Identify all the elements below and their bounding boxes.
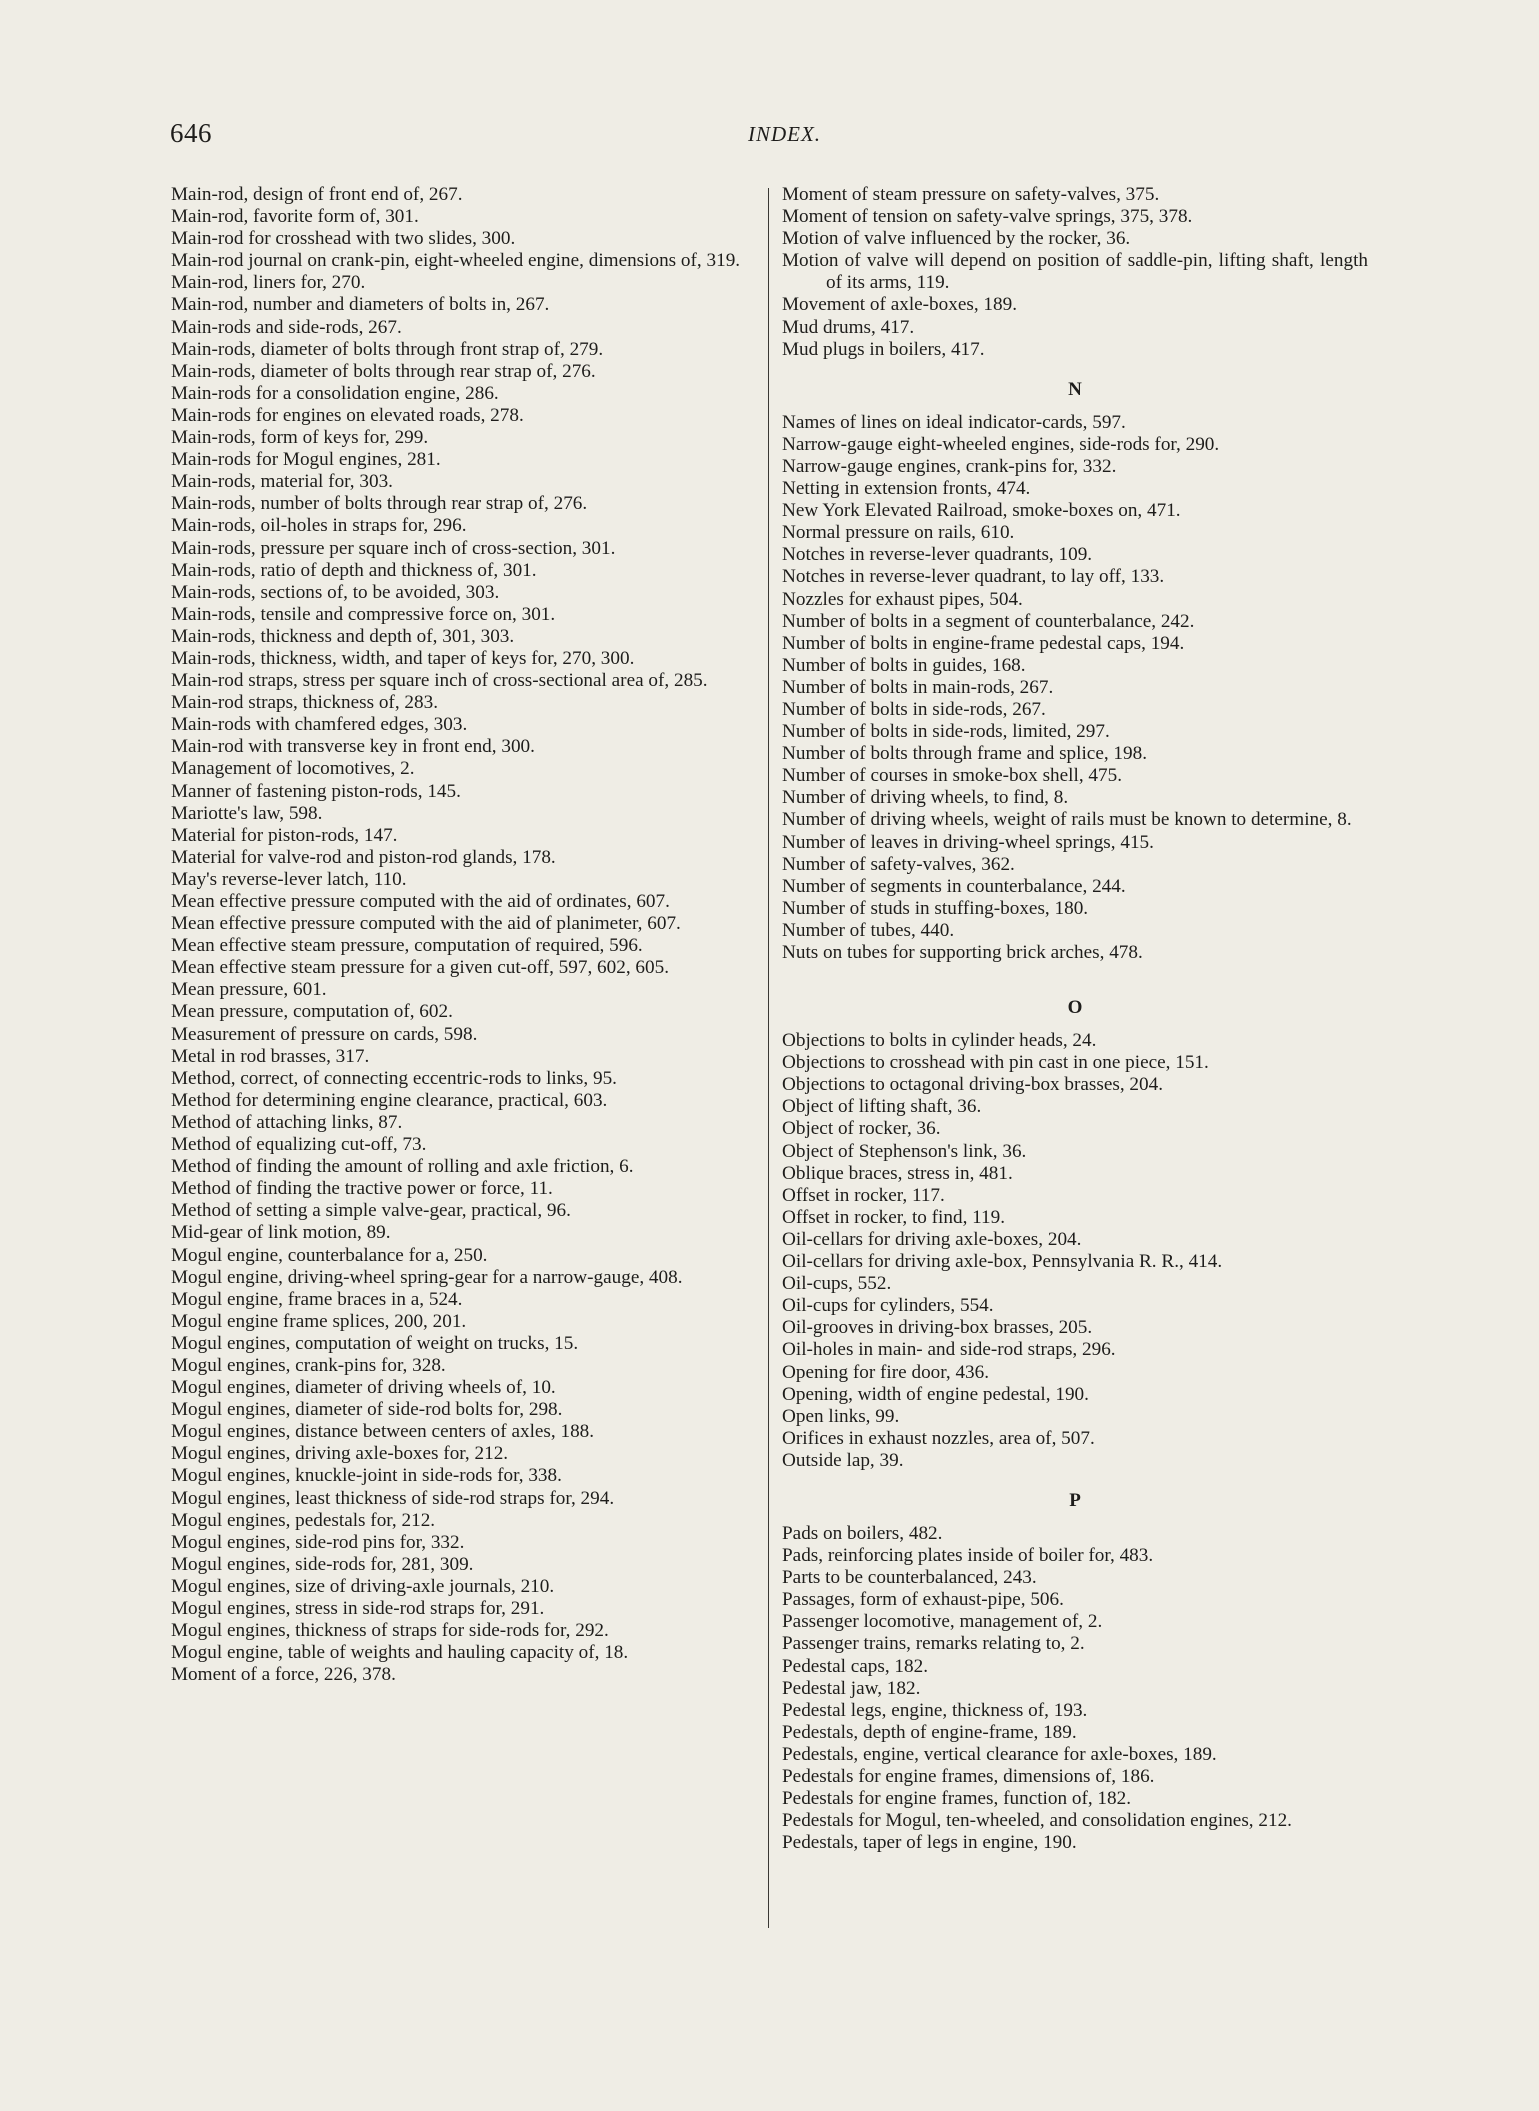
index-entry: Main-rods, tensile and compressive force on, 301. [171, 603, 556, 625]
index-entry: Passenger trains, remarks relating to, 2. [782, 1633, 1085, 1655]
index-entry: Method of attaching links, 87. [171, 1111, 403, 1133]
index-column-right [782, 184, 1368, 1854]
index-entry: New York Elevated Railroad, smoke-boxes on, 471. [782, 500, 1181, 522]
index-entry: Main-rods with chamfered edges, 303. [171, 714, 468, 736]
index-entry: Main-rod, favorite form of, 301. [171, 206, 419, 228]
index-entry: Opening for fire door, 436. [782, 1361, 990, 1383]
index-entry: Parts to be counterbalanced, 243. [782, 1567, 1037, 1589]
index-entry: Metal in rod brasses, 317. [171, 1045, 370, 1067]
index-entry: Number of segments in counterbalance, 244. [782, 875, 1126, 897]
index-entry: Main-rod journal on crank-pin, eight-wheeled engine, dimensions of, 319. [171, 250, 741, 272]
index-entry: Oil-cellars for driving axle-box, Pennsylvania R. R., 414. [782, 1251, 1223, 1273]
p-entries [782, 1523, 1368, 1854]
index-entry: Oil-cellars for driving axle-boxes, 204. [782, 1228, 1082, 1250]
index-entry: Mogul engine, table of weights and hauling capacity of, 18. [171, 1642, 629, 1664]
index-entry: Movement of axle-boxes, 189. [782, 294, 1017, 316]
index-entry: Narrow-gauge eight-wheeled engines, side-rods for, 290. [782, 433, 1220, 455]
index-entry: Moment of a force, 226, 378. [171, 1664, 396, 1686]
index-entry: Mean pressure, computation of, 602. [171, 1001, 453, 1023]
index-entry: Number of bolts in main-rods, 267. [782, 676, 1054, 698]
index-entry: Main-rods, diameter of bolts through rear strap of, 276. [171, 360, 596, 382]
index-entry: Mogul engines, size of driving-axle journals, 210. [171, 1575, 555, 1597]
index-entry: Pads, reinforcing plates inside of boiler for, 483. [782, 1545, 1154, 1567]
index-entry: Main-rods, oil-holes in straps for, 296. [171, 515, 467, 537]
index-entry: Number of bolts in a segment of counterbalance, 242. [782, 610, 1195, 632]
index-entry: Normal pressure on rails, 610. [782, 522, 1015, 544]
index-entry: Mogul engines, driving axle-boxes for, 212. [171, 1443, 509, 1465]
index-entry: Pads on boilers, 482. [782, 1522, 943, 1544]
index-entry: Number of bolts in engine-frame pedestal caps, 194. [782, 632, 1185, 654]
index-entry: Mogul engines, diameter of side-rod bolts for, 298. [171, 1399, 563, 1421]
index-entry: Main-rods, ratio of depth and thickness of, 301. [171, 559, 537, 581]
index-entry: Objections to crosshead with pin cast in one piece, 151. [782, 1052, 1209, 1074]
index-entry: Pedestals for engine frames, dimensions of, 186. [782, 1766, 1155, 1787]
index-entry: Number of tubes, 440. [782, 919, 955, 941]
index-entry: Mogul engines, stress in side-rod straps for, 291. [171, 1598, 545, 1619]
index-entry: Oblique braces, stress in, 481. [782, 1162, 1013, 1184]
index-entry: Mogul engines, crank-pins for, 328. [171, 1354, 446, 1376]
n-entries [782, 412, 1368, 964]
column-divider [768, 188, 769, 1928]
index-entry: Pedestals, depth of engine-frame, 189. [782, 1721, 1077, 1743]
index-entry: Pedestals, engine, vertical clearance for axle-boxes, 189. [782, 1743, 1217, 1765]
index-entry: Mean effective steam pressure for a given cut-off, 597, 602, 605. [171, 957, 670, 979]
index-entry: Number of bolts in guides, 168. [782, 654, 1026, 676]
index-entry: Number of driving wheels, weight of rails must be known to determine, 8. [782, 809, 1352, 831]
index-entry: Main-rods for a consolidation engine, 286. [171, 382, 499, 404]
index-entry: Main-rods, thickness and depth of, 301, 303. [171, 625, 515, 647]
index-entry: Mogul engines, computation of weight on trucks, 15. [171, 1332, 579, 1354]
index-entry: Opening, width of engine pedestal, 190. [782, 1383, 1089, 1405]
index-entry: Names of lines on ideal indicator-cards, 597. [782, 411, 1126, 433]
index-entry: Management of locomotives, 2. [171, 758, 415, 780]
index-entry: Oil-grooves in driving-box brasses, 205. [782, 1317, 1093, 1339]
index-entry: Object of rocker, 36. [782, 1118, 941, 1140]
o-entries [782, 1030, 1368, 1472]
index-entry: Moment of steam pressure on safety-valves, 375. [782, 184, 1160, 205]
index-entry: Main-rods for Mogul engines, 281. [171, 449, 441, 471]
index-entry: Mean pressure, 601. [171, 979, 327, 1001]
index-entry: Passages, form of exhaust-pipe, 506. [782, 1589, 1064, 1611]
index-entry: Nuts on tubes for supporting brick arches, 478. [782, 942, 1143, 963]
index-entry: Number of leaves in driving-wheel springs, 415. [782, 831, 1154, 853]
index-entry: Mogul engines, least thickness of side-rod straps for, 294. [171, 1487, 615, 1509]
index-entry: Main-rod with transverse key in front end, 300. [171, 736, 535, 758]
index-entry: Offset in rocker, 117. [782, 1184, 945, 1206]
index-entry: Mogul engines, diameter of driving wheels of, 10. [171, 1377, 556, 1399]
m-continued-entries [782, 184, 1368, 361]
index-entry: Mariotte's law, 598. [171, 802, 323, 824]
index-entry: Mogul engine, driving-wheel spring-gear for a narrow-gauge, 408. [171, 1266, 683, 1288]
index-entry: May's reverse-lever latch, 110. [171, 868, 407, 890]
index-entry: Pedestals, taper of legs in engine, 190. [782, 1832, 1077, 1854]
index-entry: Main-rods, material for, 303. [171, 471, 393, 493]
index-entry: Mud plugs in boilers, 417. [782, 338, 985, 360]
index-entry: Main-rod, design of front end of, 267. [171, 184, 463, 205]
index-entry: Mogul engines, thickness of straps for side-rods for, 292. [171, 1620, 609, 1642]
index-entry: Method for determining engine clearance, practical, 603. [171, 1089, 608, 1111]
index-entry: Number of bolts in side-rods, 267. [782, 698, 1046, 720]
index-entry: Material for valve-rod and piston-rod glands, 178. [171, 846, 556, 868]
index-entry: Notches in reverse-lever quadrants, 109. [782, 544, 1093, 566]
running-title: INDEX. [747, 122, 822, 146]
index-entry: Main-rods, pressure per square inch of cross-section, 301. [171, 537, 616, 559]
index-entry: Number of studs in stuffing-boxes, 180. [782, 897, 1089, 919]
index-entry: Objections to octagonal driving-box brasses, 204. [782, 1074, 1164, 1096]
index-entry: Mogul engines, knuckle-joint in side-rods for, 338. [171, 1465, 562, 1487]
index-entry: Mean effective pressure computed with the aid of planimeter, 607. [171, 913, 681, 935]
index-entry: Narrow-gauge engines, crank-pins for, 332. [782, 455, 1117, 477]
index-entry: Main-rod, number and diameters of bolts in, 267. [171, 294, 550, 316]
index-entry: Offset in rocker, to find, 119. [782, 1206, 1006, 1228]
index-entry: Number of courses in smoke-box shell, 475. [782, 765, 1122, 787]
index-entry: Main-rod straps, stress per square inch of cross-sectional area of, 285. [171, 670, 708, 692]
index-entry: Manner of fastening piston-rods, 145. [171, 780, 461, 802]
index-entry: Moment of tension on safety-valve springs, 375, 378. [782, 206, 1193, 228]
index-entry: Mean effective pressure computed with the aid of ordinates, 607. [171, 891, 670, 912]
index-entry: Oil-cups for cylinders, 554. [782, 1295, 994, 1317]
index-entry: Nozzles for exhaust pipes, 504. [782, 588, 1023, 610]
index-entry: Objections to bolts in cylinder heads, 24. [782, 1030, 1097, 1052]
index-entry: Mid-gear of link motion, 89. [171, 1222, 391, 1244]
index-entry: Method of equalizing cut-off, 73. [171, 1134, 427, 1156]
index-entry: Outside lap, 39. [782, 1449, 904, 1471]
index-entry: Orifices in exhaust nozzles, area of, 507. [782, 1427, 1095, 1449]
index-entry: Pedestal legs, engine, thickness of, 193. [782, 1699, 1088, 1721]
index-entry: Mean effective steam pressure, computation of required, 596. [171, 935, 643, 957]
index-entry: Method of finding the tractive power or force, 11. [171, 1178, 553, 1200]
index-entry: Number of bolts in side-rods, limited, 297. [782, 721, 1110, 743]
index-entry: Method of finding the amount of rolling and axle friction, 6. [171, 1156, 634, 1178]
index-entry: Notches in reverse-lever quadrant, to lay off, 133. [782, 566, 1165, 588]
index-entry: Main-rods, number of bolts through rear strap of, 276. [171, 493, 588, 515]
index-entry: Main-rod for crosshead with two slides, 300. [171, 228, 516, 250]
index-entry: Passenger locomotive, management of, 2. [782, 1611, 1103, 1633]
index-column-left [171, 184, 755, 1686]
index-entry: Material for piston-rods, 147. [171, 824, 398, 846]
index-entry: Mogul engines, pedestals for, 212. [171, 1509, 436, 1531]
index-entry: Mud drums, 417. [782, 316, 915, 338]
index-entry: Main-rods for engines on elevated roads, 278. [171, 404, 524, 426]
index-entry: Pedestals for Mogul, ten-wheeled, and consolidation engines, 212. [782, 1810, 1292, 1832]
index-entry: Object of lifting shaft, 36. [782, 1096, 982, 1118]
index-entry: Object of Stephenson's link, 36. [782, 1140, 1027, 1162]
index-entry: Mogul engine, frame braces in a, 524. [171, 1288, 463, 1310]
section-letter-p: P [1069, 1489, 1081, 1511]
index-entry: Number of bolts through frame and splice, 198. [782, 743, 1148, 765]
index-entry: Method, correct, of connecting eccentric-rods to links, 95. [171, 1067, 617, 1089]
index-entry: Motion of valve will depend on position of saddle-pin, lifting shaft, length of its arms, 119. [782, 250, 1368, 294]
index-entry: Open links, 99. [782, 1405, 900, 1427]
index-entry: Mogul engines, side-rods for, 281, 309. [171, 1553, 474, 1575]
index-entry: Number of safety-valves, 362. [782, 853, 1015, 875]
index-entry: Mogul engine frame splices, 200, 201. [171, 1310, 467, 1332]
index-entry: Method of setting a simple valve-gear, practical, 96. [171, 1200, 571, 1222]
index-entry: Mogul engines, side-rod pins for, 332. [171, 1531, 465, 1553]
index-entry: Main-rods and side-rods, 267. [171, 316, 402, 338]
index-entry: Measurement of pressure on cards, 598. [171, 1023, 478, 1045]
index-entry: Main-rods, form of keys for, 299. [171, 427, 429, 449]
index-entry: Number of driving wheels, to find, 8. [782, 787, 1069, 809]
index-entry: Pedestals for engine frames, function of, 182. [782, 1788, 1132, 1810]
index-entry: Oil-cups, 552. [782, 1273, 892, 1295]
index-entry: Netting in extension fronts, 474. [782, 478, 1031, 500]
index-entry: Oil-holes in main- and side-rod straps, 296. [782, 1339, 1116, 1361]
index-entry: Main-rods, sections of, to be avoided, 303. [171, 581, 500, 603]
index-entry: Main-rods, thickness, width, and taper of keys for, 270, 300. [171, 647, 635, 669]
section-letter-n: N [1068, 378, 1082, 400]
index-entry: Main-rod, liners for, 270. [171, 272, 366, 294]
section-letter-o: O [1067, 997, 1083, 1019]
index-entry: Motion of valve influenced by the rocker, 36. [782, 228, 1131, 250]
index-entry: Main-rods, diameter of bolts through front strap of, 279. [171, 338, 604, 360]
page-number: 646 [170, 118, 212, 148]
index-entry: Main-rod straps, thickness of, 283. [171, 692, 438, 714]
index-entry: Mogul engines, distance between centers of axles, 188. [171, 1421, 595, 1443]
index-entry: Mogul engine, counterbalance for a, 250. [171, 1244, 488, 1266]
index-entry: Pedestal caps, 182. [782, 1655, 929, 1677]
index-entry: Pedestal jaw, 182. [782, 1677, 921, 1699]
